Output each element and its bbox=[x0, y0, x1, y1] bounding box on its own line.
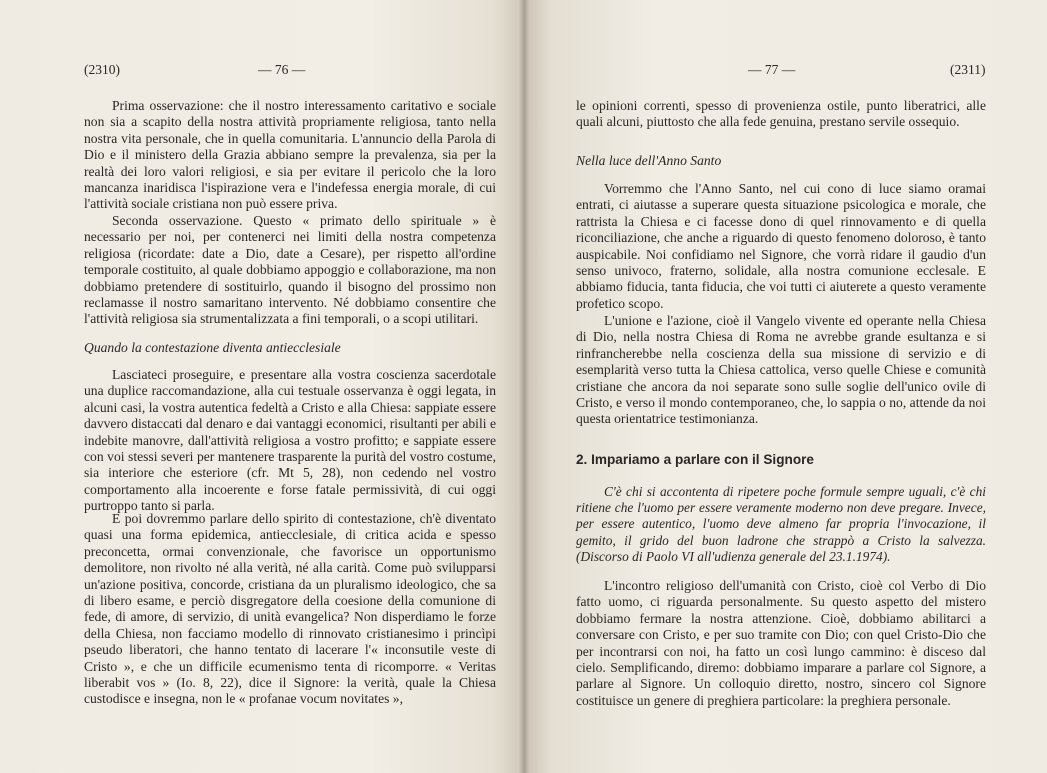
right-page bbox=[524, 0, 1047, 773]
paragraph: Seconda osservazione. Questo « primato dello spirituale » è necessario per noi, per contenerci nei limiti della nostra competenza religiosa (ricordate: date a Dio, date a Cesare), per rispetto all'ordine temporale costituito, al quale dobbiamo appoggio e collaborazione, ma non dobbiamo pretendere di sostituirlo, quando il bisogno del prossimo non reclamasse il nostro samaritano intervento. Né dobbiamo consentire che l'attività religiosa sia strumentalizzata a fini temporali, o a scopi utilitari. bbox=[84, 213, 496, 327]
book-gutter bbox=[519, 0, 529, 773]
page-number-left: — 76 — bbox=[258, 62, 306, 77]
book-number-right: (2311) bbox=[950, 62, 986, 77]
book-number-left: (2310) bbox=[84, 62, 120, 77]
page-number-right: — 77 — bbox=[748, 62, 796, 77]
subheading: Nella luce dell'Anno Santo bbox=[576, 153, 722, 168]
quote-block: C'è chi si accontenta di ripetere poche formule sempre uguali, c'è chi ritiene che l'uomo per essere veramente moderno non deve pregare. Invece, per essere autentico, l'uomo deve almeno far propria l'invocazione, il gemito, il grido del buon ladrone che strappò a Cristo la salvezza. (Discorso di Paolo VI all'udienza generale del 23.1.1974). bbox=[576, 484, 986, 564]
paragraph: le opinioni correnti, spesso di provenienza ostile, punto liberatrici, alle quali alcuni, piuttosto che alla fede genuina, prestano servile ossequio. bbox=[576, 98, 986, 130]
paragraph: Vorremmo che l'Anno Santo, nel cui cono di luce siamo oramai entrati, ci aiutasse a superare questa situazione psicologica e morale, che rattrista la Chiesa e ci facesse dono di quel rinnovamento e di quella riconciliazione, che anche a riguardo di questo fenomeno doloroso, è tanto auspicabile. Noi confidiamo nel Signore, che vorrà ridare il gaudio d'un senso univoco, fraterno, solidale, alla nostra comunione ecclesale. E abbiamo fiducia, tanta fiducia, che voi tutti ci aiuterete a questo veramente profetico scopo. bbox=[576, 181, 986, 311]
paragraph: Lasciateci proseguire, e presentare alla vostra coscienza sacerdotale una duplice raccomandazione, alla cui testuale osservanza è oggi legata, in alcuni casi, la vostra autentica fedeltà a Cristo e alla Chiesa: sappiate essere davvero distaccati dal denaro e dai vantaggi economici, risultanti per abili e indebite manovre, dall'attività religiosa a vostro profitto; e sappiate essere con voi stessi severi per mantenere trasparente la purità del vostro costume, sia interiore che esteriore (cfr. Mt 5, 28), non cedendo nel vostro comportamento alla incoerente e forse fatale permissività, di cui oggi purtroppo tanto si parla. bbox=[84, 367, 496, 514]
subheading: Quando la contestazione diventa antiecclesiale bbox=[84, 340, 341, 355]
section-heading: 2. Impariamo a parlare con il Signore bbox=[576, 452, 814, 467]
paragraph: L'unione e l'azione, cioè il Vangelo vivente ed operante nella Chiesa di Dio, nella nostra Chiesa di Roma ne avrebbe grande esultanza e si rinfrancherebbe nella coscienza della sua missione di servizio e di esemplarità verso tutta la Chiesa cattolica, verso quelle Chiese e comunità cristiane che ancora da noi separate sono sulle soglie dell'unico ovile di Cristo, e verso il mondo contemporaneo, che, lo sappia o no, attende da noi questa orientatrice testimonianza. bbox=[576, 313, 986, 427]
paragraph: E poi dovremmo parlare dello spirito di contestazione, ch'è diventato quasi una forma epidemica, antiecclesiale, di critica acida e spesso preconcetta, ormai convenzionale, che favorisce un opportunismo demolitore, non rivolto né alla verità, né alla carità. Come può svilupparsi un'azione positiva, concorde, cristiana da un pluralismo ideologico, che sa di libero esame, e perciò disgregatore della coesione della comunione di fede, di amore, di servizio, di unità evangelica? Non disperdiamo le forze della Chiesa, non facciamo modello di rinnovato cristianesimo i princìpi pseudo liberatori, che hanno tentato di lacerare l'« inconsutile veste di Cristo », e che un difficile ecumenismo tenta di ricomporre. « Veritas liberabit vos » (Io. 8, 22), dice il Signore: la verità, quale la Chiesa custodisce e insegna, non le « profanae vocum novitates », bbox=[84, 511, 496, 707]
paragraph: L'incontro religioso dell'umanità con Cristo, cioè col Verbo di Dio fatto uomo, ci riguarda personalmente. Su questo aspetto del mistero dobbiamo fermare la nostra attenzione. Cioè, dobbiamo abilitarci a conversare con Cristo, e per suo tramite con Dio; con quel Cristo-Dio che per incontrarsi con noi, ha fatto un così lungo cammino: è disceso dal cielo. Semplificando, diremo: dobbiamo imparare a parlare col Signore, a parlare al Signore. Un colloquio diretto, nostro, sincero col Signore costituisce un genere di preghiera particolare: la preghiera personale. bbox=[576, 578, 986, 708]
paragraph: Prima osservazione: che il nostro interessamento caritativo e sociale non sia a scapito della nostra attività propriamente religiosa, tanto nella nostra vita personale, che in quella comunitaria. L'annuncio della Parola di Dio e il ministero della Grazia abbiano sempre la prevalenza, sia per la realtà dei loro valori religiosi, e sia per evitare il pericolo che la loro mancanza inaridisca l'ispirazione vera e l'indefessa energia morale, di cui l'attività sociale cristiana non può essere priva. bbox=[84, 98, 496, 212]
